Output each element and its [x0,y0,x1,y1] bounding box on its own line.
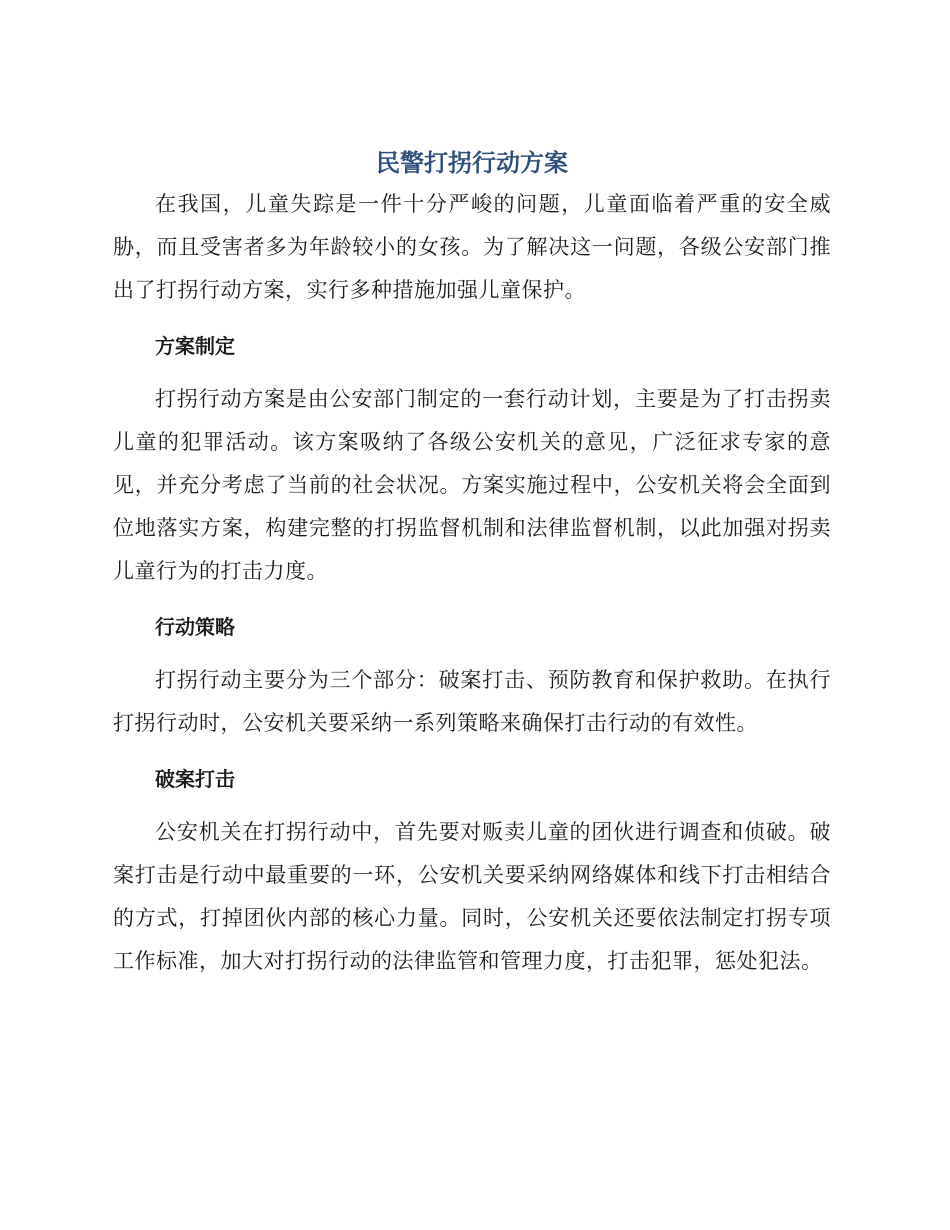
section-heading-crackdown: 破案打击 [155,767,235,791]
section-heading-plan: 方案制定 [155,334,235,358]
section-body-plan: 打拐行动方案是由公安部门制定的一套行动计划，主要是为了打击拐卖儿童的犯罪活动。该方案吸纳了各级公安机关的意见，广泛征求专家的意见，并充分考虑了当前的社会状况。方案实施过程中，公安机关将会全面到位地落实方案，构建完整的打拐监督机制和法律监督机制，以此加强对拐卖儿童行为的打击力度。 [113,387,831,583]
section-body-strategy: 打拐行动主要分为三个部分：破案打击、预防教育和保护救助。在执行打拐行动时，公安机关要采纳一系列策略来确保打击行动的有效性。 [113,668,831,735]
section-body-crackdown: 公安机关在打拐行动中，首先要对贩卖儿童的团伙进行调查和侦破。破案打击是行动中最重要的一环，公安机关要采纳网络媒体和线下打击相结合的方式，打掉团伙内部的核心力量。同时，公安机关还要依法制定打拐专项工作标准，加大对打拐行动的法律监管和管理力度，打击犯罪，惩处犯法。 [113,820,831,973]
intro-paragraph: 在我国，儿童失踪是一件十分严峻的问题，儿童面临着严重的安全威胁，而且受害者多为年龄较小的女孩。为了解决这一问题，各级公安部门推出了打拐行动方案，实行多种措施加强儿童保护。 [113,192,831,302]
section-heading-strategy: 行动策略 [155,615,235,639]
document-title: 民警打拐行动方案 [376,149,568,177]
document-body [113,143,831,983]
